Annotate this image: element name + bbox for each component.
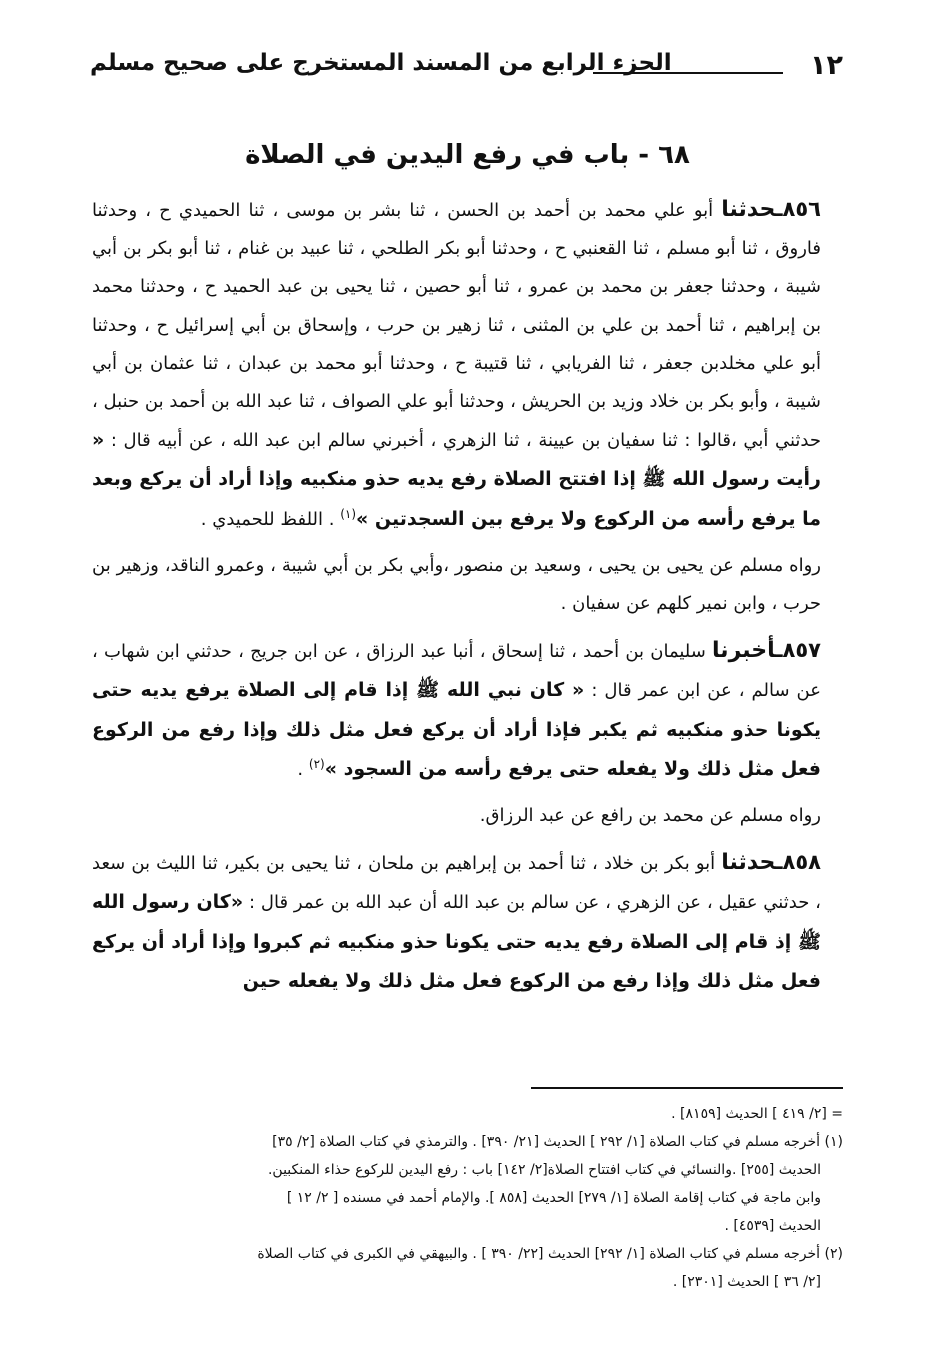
hadith-tail: . اللفظ للحميدي . — [200, 508, 335, 530]
hadith-matn: « رأيت رسول الله ﷺ إذا افتتح الصلاة رفع يديه حذو منكبيه وإذا أراد أن يركع وبعد ما يرفع رأسه من الركوع ولا يرفع بين السجدتين » — [92, 429, 821, 530]
footnote-ref: (٢) — [308, 756, 325, 771]
footnote-1-line-4: الحديث [٤٥٣٩] . — [724, 1218, 821, 1234]
footnote-label: (١) — [824, 1134, 843, 1150]
hadith-857 — [92, 631, 843, 789]
riwaya-857: رواه مسلم عن محمد بن رافع عن عبد الرزاق. — [479, 805, 821, 827]
hadith-keyword: حدثنا — [721, 850, 776, 876]
footnote-carry-over: = [٢/ ٤١٩ ] الحديث [٨١٥٩] . — [671, 1106, 843, 1122]
hadith-keyword: أخبرنا — [712, 638, 776, 664]
hadith-number: ٨٥٦ـ — [775, 197, 821, 221]
riwaya-856: رواه مسلم عن يحيى بن يحيى ، وسعيد بن منصور ،وأبي بكر بن أبي شيبة ، وعمرو الناقد، وزهير بن حرب ، وابن نمير كلهم عن سفيان . — [92, 554, 821, 615]
running-title: الجزء الرابع من المسند المستخرج على صحيح مسلم — [90, 50, 672, 76]
footnote-separator — [531, 1087, 843, 1089]
footnotes — [92, 1100, 843, 1296]
page-number: ١٢ — [810, 50, 843, 81]
hadith-keyword: حدثنا — [721, 197, 776, 222]
hadith-number: ٨٥٧ـ — [775, 638, 821, 663]
footnote-text: أخرجه مسلم في كتاب الصلاة [١/ ٢٩٢ ] الحديث [٢١/ ٣٩٠] . والترمذي في كتاب الصلاة [٢/ ٣٥] — [272, 1134, 821, 1150]
footnote-1 — [92, 1128, 843, 1156]
footnote-2-line-2: [٢/ ٣٦ ] الحديث [٢٣٠١] . — [672, 1274, 821, 1290]
footnote-ref: (١) — [340, 506, 357, 521]
footnote-label: (٢) — [824, 1246, 843, 1262]
footnote-text: أخرجه مسلم في كتاب الصلاة [١/ ٢٩٢] الحديث [٢٢/ ٣٩٠ ] . والبيهقي في الكبرى في كتاب الصلاة — [257, 1246, 821, 1262]
hadith-856 — [92, 190, 843, 539]
hadith-858 — [92, 843, 843, 1001]
hadith-chain: أبو علي محمد بن أحمد بن الحسن ، ثنا بشر بن موسى ، ثنا الحميدي ح ، وحدثنا فاروق ، ثنا أبو مسلم ، ثنا القعنبي ح ، وحدثنا أبو بكر الطلحي ، ثنا عبيد بن غنام ، ثنا أبو بكر بن أبي شيبة ، وحدثنا جعفر بن محمد بن عمرو ، ثنا أبو حصين ، ثنا يحيى بن عبد الحميد ح ، وحدثنا محمد بن إبراهيم ، ثنا أحمد بن علي بن المثنى ، ثنا زهير بن حرب ، وإسحاق بن أبي إسرائيل ح ، وحدثنا أبو علي مخلدبن جعفر ، ثنا الفريابي ، ثنا قتيبة ح ، وحدثنا أبو محمد بن عبدان ، ثنا عثمان بن أبي شيبة ، وأبو بكر بن خلاد وزيد بن الحريش ، وحدثنا أبو علي الصواف ، ثنا عبد الله بن أحمد بن حنبل ، حدثني أبي ،قالوا : ثنا سفيان بن عيينة ، ثنا الزهري ، أخبرني سالم ابن عبد الله ، عن أبيه قال : — [92, 200, 821, 452]
chapter-title: ٦٨ - باب في رفع اليدين في الصلاة — [245, 140, 690, 170]
hadith-number: ٨٥٨ـ — [775, 850, 821, 875]
main-text — [92, 190, 843, 1001]
hadith-chain: أبو بكر بن خلاد ، ثنا أحمد بن إبراهيم بن ملحان ، ثنا يحيى بن بكير، ثنا الليث بن سعد ، حدثني عقيل ، عن الزهري ، عن سالم بن عبد الله أن عبد الله بن عمر قال : — [92, 853, 821, 914]
hadith-tail: . — [297, 758, 304, 780]
footnote-1-line-2: الحديث [٢٥٥] .والنسائي في كتاب افتتاح الصلاة[٢/ ١٤٢] باب : رفع اليدين للركوع حذاء المنكبين. — [267, 1162, 821, 1178]
footnote-2 — [92, 1240, 843, 1268]
running-header — [90, 50, 843, 90]
hadith-matn: « كان نبي الله ﷺ إذا قام إلى الصلاة يرفع يديه حتى يكونا حذو منكبيه ثم يكبر فإذا أراد أن يركع فعل مثل ذلك وإذا رفع من الركوع فعل مثل ذلك ولا يفعله حتى يرفع رأسه من السجود » — [92, 679, 821, 780]
hadith-matn: «كان رسول الله ﷺ إذ قام إلى الصلاة رفع يديه حتى يكونا حذو منكبيه ثم كبروا وإذا أراد أن يركع فعل مثل ذلك وإذا رفع من الركوع فعل مثل ذلك ولا يفعله حين — [92, 891, 821, 992]
footnote-1-line-3: وابن ماجة في كتاب إقامة الصلاة [١/ ٢٧٩] الحديث [٨٥٨ ]. والإمام أحمد في مسنده [ ٢/ ١٢ ] — [286, 1190, 821, 1206]
hadith-chain: سليمان بن أحمد ، ثنا إسحاق ، أنبا عبد الرزاق ، عن ابن جريج ، حدثني ابن شهاب ، عن سالم ، عن ابن عمر قال : — [92, 641, 821, 702]
